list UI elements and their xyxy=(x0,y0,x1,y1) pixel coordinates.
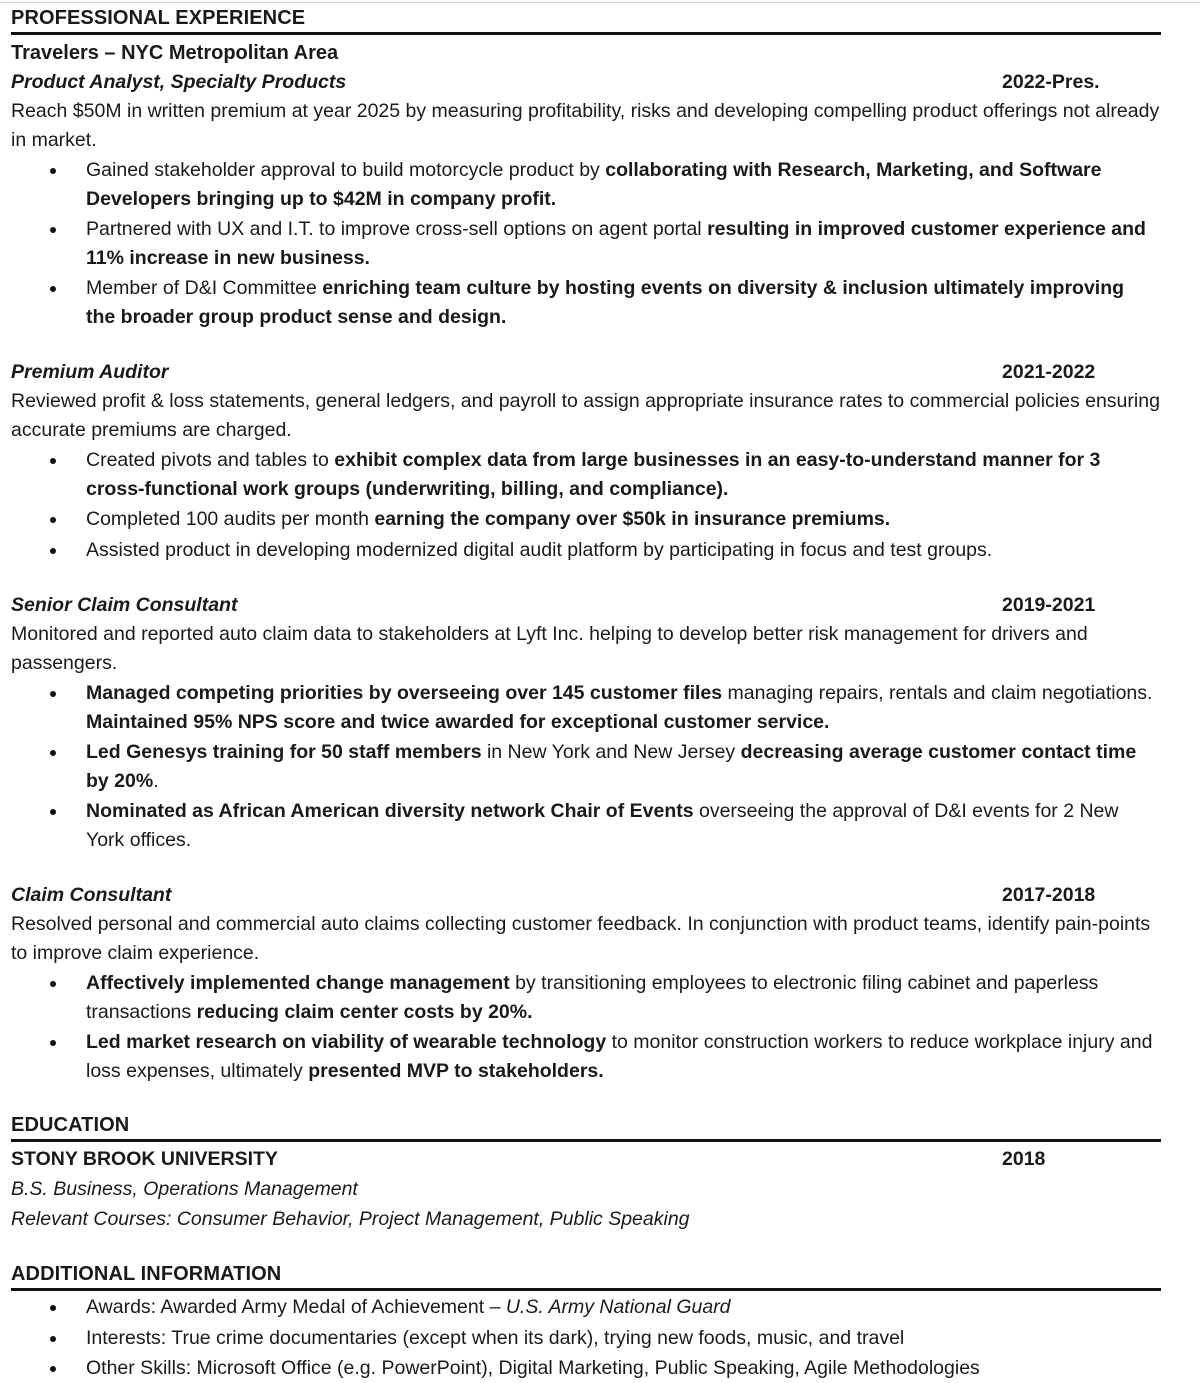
job-summary: Reviewed profit & loss statements, general ledgers, and payroll to assign appropriate insurance rates to commercial policies ensuring accurate premiums are charged. xyxy=(11,390,1160,441)
bullet-text: Partnered with UX and I.T. to improve cross-sell options on agent portal xyxy=(86,218,708,240)
awards-org: U.S. Army National Guard xyxy=(505,1296,731,1318)
bullet-text-end: . xyxy=(153,769,159,792)
job-header xyxy=(11,67,1161,97)
job-years: 2021-2022 xyxy=(1002,361,1096,383)
skills-text: Other Skills: Microsoft Office (e.g. PowerPoint), Digital Marketing, Public Speaking, Agile Methodologies xyxy=(86,1357,980,1379)
bullet-highlight: enriching team culture by hosting events on diversity & inclusion ultimately improving the broader group product sense and design. xyxy=(86,277,1125,328)
degree: B.S. Business, Operations Management xyxy=(11,1178,358,1200)
bullet-item-awards xyxy=(11,1293,1161,1322)
bullet-item xyxy=(11,156,1161,213)
job-title: Claim Consultant xyxy=(11,884,172,906)
company-name: Travelers – NYC Metropolitan Area xyxy=(11,42,339,64)
bullet-text: in New York and New Jersey xyxy=(481,741,741,763)
graduation-year: 2018 xyxy=(1002,1148,1046,1170)
bullet-highlight: earning the company over $50k in insurance premiums. xyxy=(374,508,891,530)
job-bullets xyxy=(11,679,1161,854)
bullet-lead-highlight: Nominated as African American diversity network Chair of Events xyxy=(86,800,694,822)
bullet-lead-highlight: Managed competing priorities by overseeing over 145 customer files xyxy=(86,682,723,704)
bullet-item xyxy=(11,1028,1161,1085)
job-entry xyxy=(11,590,1161,854)
section-title-additional: ADDITIONAL INFORMATION xyxy=(11,1262,1161,1291)
bullet-item xyxy=(11,446,1161,503)
bullet-text: Gained stakeholder approval to build motorcycle product by xyxy=(86,159,606,181)
bullet-item-skills xyxy=(11,1354,1161,1383)
bullet-item xyxy=(11,738,1161,795)
bullet-lead-highlight: Led Genesys training for 50 staff members xyxy=(86,741,482,763)
section-title-experience: PROFESSIONAL EXPERIENCE xyxy=(11,6,1161,35)
bullet-text: overseeing the approval of D&I events for 2 New York offices. xyxy=(86,800,1119,851)
bullet-highlight: presented MVP to stakeholders. xyxy=(308,1059,604,1082)
job-bullets xyxy=(11,156,1161,331)
bullet-item xyxy=(11,679,1161,736)
bullet-highlight: Maintained 95% NPS score and twice awarded for exceptional customer service. xyxy=(86,710,830,733)
bullet-text: managing repairs, rentals and claim negotiations. xyxy=(722,682,1153,704)
bullet-lead-highlight: Affectively implemented change management xyxy=(86,972,510,994)
bullet-text: Assisted product in developing modernized digital audit platform by participating in focus and test groups. xyxy=(86,538,993,561)
bullet-highlight: reducing claim center costs by 20%. xyxy=(196,1000,533,1023)
job-bullets xyxy=(11,446,1161,564)
bullet-text: to monitor construction workers to reduce workplace injury and loss expenses, ultimately xyxy=(86,1031,1153,1082)
job-summary: Monitored and reported auto claim data to stakeholders at Lyft Inc. helping to develop better risk management for drivers and passengers. xyxy=(11,623,1088,674)
job-summary: Resolved personal and commercial auto claims collecting customer feedback. In conjunction with product teams, identify pain-points to improve claim experience. xyxy=(11,913,1151,964)
job-entry xyxy=(11,880,1161,1085)
school-name: STONY BROOK UNIVERSITY xyxy=(11,1148,278,1170)
job-header xyxy=(11,880,1161,910)
job-entry xyxy=(11,357,1161,564)
job-entry xyxy=(11,67,1161,331)
job-summary: Reach $50M in written premium at year 2025 by measuring profitability, risks and developing compelling product offerings not already in market. xyxy=(11,100,1160,151)
awards-text: Awards: Awarded Army Medal of Achievement – xyxy=(86,1296,506,1318)
bullet-item xyxy=(11,505,1161,534)
job-header xyxy=(11,357,1161,387)
job-title: Premium Auditor xyxy=(11,361,169,383)
job-header xyxy=(11,590,1161,620)
bullet-item xyxy=(11,536,1161,565)
job-bullets xyxy=(11,969,1161,1085)
bullet-lead-highlight: Led market research on viability of wearable technology xyxy=(86,1031,607,1053)
bullet-item xyxy=(11,969,1161,1026)
bullet-text: by transitioning employees to electronic filing cabinet and paperless transactions xyxy=(86,972,1099,1023)
additional-bullets xyxy=(11,1293,1161,1383)
bullet-item xyxy=(11,274,1161,331)
bullet-highlight: resulting in improved customer experience and 11% increase in new business. xyxy=(86,218,1146,269)
bullet-item-interests xyxy=(11,1324,1161,1353)
bullet-text: Completed 100 audits per month xyxy=(86,508,375,530)
job-years: 2019-2021 xyxy=(1002,594,1096,616)
job-years: 2022-Pres. xyxy=(1002,71,1100,93)
bullet-text: Member of D&I Committee xyxy=(86,277,323,299)
bullet-item xyxy=(11,215,1161,272)
section-title-education: EDUCATION xyxy=(11,1113,1161,1142)
bullet-highlight: exhibit complex data from large businesses in an easy-to-understand manner for 3 cross-functional work groups (underwriting, billing, and compliance). xyxy=(86,449,1101,500)
resume-page xyxy=(11,0,1161,1383)
job-title: Senior Claim Consultant xyxy=(11,594,238,616)
bullet-item xyxy=(11,797,1161,854)
bullet-highlight: collaborating with Research, Marketing, and Software Developers bringing up to $42M in company profit. xyxy=(86,159,1102,210)
education-header xyxy=(11,1144,1161,1174)
bullet-text: Created pivots and tables to xyxy=(86,449,335,471)
interests-text: Interests: True crime documentaries (except when its dark), trying new foods, music, and travel xyxy=(86,1326,905,1349)
job-title: Product Analyst, Specialty Products xyxy=(11,71,347,93)
bullet-highlight: decreasing average customer contact time by 20% xyxy=(86,741,1137,792)
relevant-courses: Relevant Courses: Consumer Behavior, Project Management, Public Speaking xyxy=(11,1208,690,1230)
job-years: 2017-2018 xyxy=(1002,884,1096,906)
